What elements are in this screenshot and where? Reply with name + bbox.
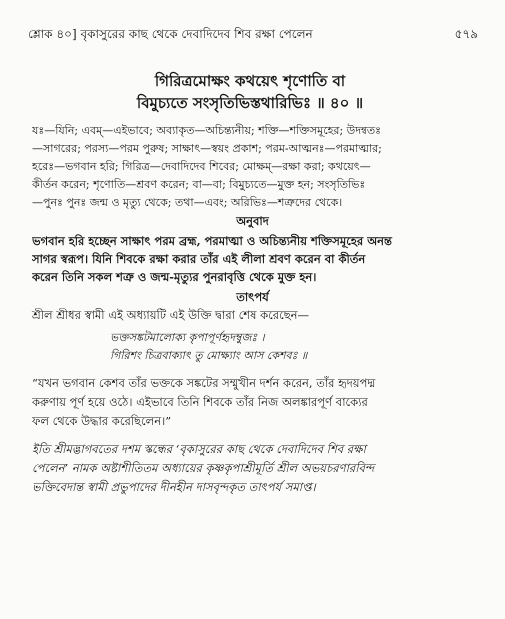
header-title: শ্লোক ৪০] বৃকাসুরের কাছ থেকে দেবাদিদেব শিব রক্ষা পেলেন	[28, 27, 313, 41]
translation-line: করেন তিনি সকল শত্রু ও জন্ম-মৃত্যুর পুনরাবৃত্তি থেকে মুক্ত হন।	[32, 270, 317, 284]
quote-line: “যখন ভগবান কেশব তাঁর ভক্তকে সঙ্কটের সম্মুখীন দর্শন করেন, তাঁর হৃদয়পদ্ম	[32, 376, 376, 390]
synonyms-block	[32, 122, 476, 212]
chapter-colophon	[32, 440, 476, 497]
synonyms-line: যঃ—যিনি; এবম্—এইভাবে; অব্যাকৃত—অচিন্ত্যনীয়; শক্তি—শক্তিসমূহের; উদন্বতঃ	[32, 124, 381, 137]
page-number: ৫৭৯	[454, 27, 478, 41]
synonyms-line: —পুনঃ পুনঃ জন্ম ও মৃত্যু থেকে; তথা—এবং; অরিভিঃ—শত্রুদের থেকে।	[32, 196, 343, 209]
synonyms-line: —সাগরের; পরস্য—পরম পুরুষ; সাক্ষাৎ—স্বয়ং প্রকাশ; পরম-আত্মনঃ—পরমাত্মার;	[32, 142, 382, 155]
purport-sanskrit-verse	[110, 329, 450, 365]
colophon-line: ভক্তিবেদান্ত স্বামী প্রভুপাদের দীনহীন দাসবৃন্দকৃত তাৎপর্য সমাপ্ত।	[32, 480, 316, 494]
purport-verse-line: ভক্তসঙ্কটমালোক্য কৃপাপূর্ণহৃদম্বুজঃ ।	[110, 331, 265, 344]
colophon-line: পেলেন’ নামক অষ্টাশীতিতম অধ্যায়ের কৃষ্ণকৃপাশ্রীমূর্তি শ্রীল অভয়চরণারবিন্দ	[32, 461, 375, 475]
synonyms-line: হরেঃ—ভগবান হরি; গিরিত্র—দেবাদিদেব শিবের; মোক্ষম্—রক্ষা করা; কথয়েৎ—	[32, 160, 371, 173]
purport-quote	[32, 374, 476, 431]
translation-heading: অনুবাদ	[236, 214, 269, 228]
purport-heading: তাৎপর্য	[236, 290, 269, 304]
sanskrit-verse	[40, 70, 460, 114]
verse-line: বিমুচ্যতে সংসৃতিভিস্তথারিভিঃ ॥ ৪০ ॥	[136, 94, 364, 112]
translation-line: সাগর স্বরূপ। যিনি শিবকে রক্ষা করার তাঁর এই লীলা শ্রবণ করেন বা কীর্তন	[32, 252, 366, 266]
quote-line: করুণায় পূর্ণ হয়ে ওঠে। এইভাবে তিনি শিবকে তাঁর নিজ অলঙ্কারপূর্ণ বাক্যের	[32, 395, 368, 409]
colophon-line: ইতি শ্রীমদ্ভাগবতের দশম স্কন্ধের ‘বৃকাসুরের কাছ থেকে দেবাদিদেব শিব রক্ষা	[32, 442, 366, 456]
translation-block	[32, 232, 476, 286]
translation-line: ভগবান হরি হচ্ছেন সাক্ষাৎ পরম ব্রহ্ম, পরমাত্মা ও অচিন্ত্যনীয় শক্তিসমূহের অনন্ত	[32, 234, 392, 248]
purport-verse-line: গিরিশং চিত্রবাক্যাৎ তু মোক্ষ্যাং আস কেশবঃ ॥	[110, 349, 308, 362]
synonyms-line: কীর্তন করেন; শৃণোতি—শ্রবণ করেন; বা—বা; বিমুচ্যতে—মুক্ত হন; সংসৃতিভিঃ	[32, 178, 366, 191]
quote-line: ফল থেকে উদ্ধার করেছিলেন।”	[32, 414, 172, 428]
verse-line: গিরিত্রমোক্ষং কথয়েৎ শৃণোতি বা	[154, 72, 346, 90]
running-header	[28, 26, 478, 48]
purport-intro: শ্রীল শ্রীধর স্বামী এই অধ্যায়টি এই উক্তি দ্বারা শেষ করেছেন—	[32, 308, 310, 322]
